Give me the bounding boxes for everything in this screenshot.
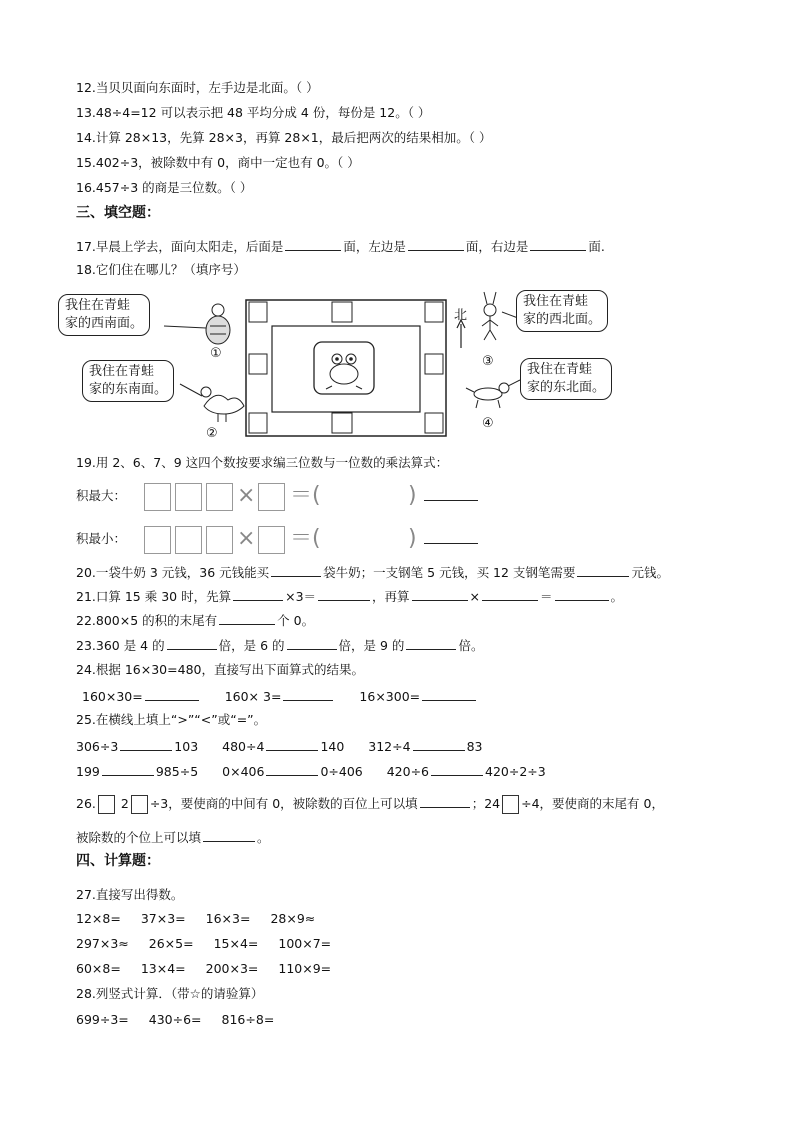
digit-box[interactable]: [502, 795, 519, 814]
answer-blank[interactable]: [233, 588, 283, 601]
question-21: 21.口算 15 乘 30 时，先算 ×3＝ ，再算 × ＝ 。: [76, 589, 624, 604]
question-17: [76, 238, 605, 255]
q25-row-1: 306÷3 103 480÷4 140 312÷4 83: [76, 739, 483, 754]
digit-box[interactable]: [144, 483, 171, 511]
times-sign: ×: [237, 483, 256, 508]
question-22: 22.800×5 的积的末尾有 个 0。: [76, 613, 315, 628]
speech-bubble-2: 我住在青蛙 家的东南面。: [82, 360, 174, 402]
close-paren: ): [408, 483, 417, 508]
question-19: 19.用 2、6、7、9 这四个数按要求编三位数与一位数的乘法算式：: [76, 455, 449, 470]
frog-house-figure: [56, 288, 636, 448]
speech-bubble-4: 我住在青蛙 家的东北面。: [520, 358, 612, 400]
question-28: 28.列竖式计算．（带☆的请验算）: [76, 986, 264, 1001]
answer-blank[interactable]: [406, 637, 456, 650]
section-3-heading: 三、填空题：: [76, 205, 160, 221]
number-1: ①: [210, 346, 222, 361]
answer-blank[interactable]: [271, 564, 321, 577]
answer-blank[interactable]: [266, 763, 318, 776]
answer-blank[interactable]: [424, 500, 478, 501]
q28-items: 699÷3= 430÷6= 816÷8=: [76, 1012, 275, 1027]
times-sign: ×: [237, 526, 256, 551]
answer-blank[interactable]: [530, 238, 586, 251]
answer-blank[interactable]: [285, 238, 341, 251]
question-18: 18.它们住在哪儿？（填序号）: [76, 262, 246, 277]
number-3: ③: [482, 354, 494, 369]
q17-text-b: 面，左边是: [343, 239, 406, 254]
frog-icon: [326, 354, 362, 389]
q17-text-c: 面，右边是: [465, 239, 529, 254]
section-4-heading: 四、计算题：: [76, 853, 160, 869]
digit-box[interactable]: [206, 483, 233, 511]
answer-blank[interactable]: [102, 763, 154, 776]
question-26: 26. 2 ÷3，要使商的中间有 0，被除数的百位上可以填 ；24 ÷4，要使商的末尾有 0，: [76, 795, 664, 814]
digit-box[interactable]: [258, 483, 285, 511]
q24-items: 160×30= 160× 3= 16×300=: [82, 688, 478, 705]
dog-icon: [466, 383, 509, 408]
q19-max-label: 积最大：: [76, 488, 127, 503]
equals-open: ＝(: [290, 526, 321, 551]
q25-row-2: 199 985÷5 0×406 0÷406 420÷6 420÷2÷3: [76, 764, 546, 779]
number-2: ②: [206, 426, 218, 441]
answer-blank[interactable]: [424, 543, 478, 544]
digit-box[interactable]: [131, 795, 148, 814]
q17-text-d: 面.: [588, 239, 605, 254]
speech-bubble-3: 我住在青蛙 家的西北面。: [516, 290, 608, 332]
q27-row-2: 297×3≈ 26×5= 15×4= 100×7=: [76, 936, 332, 951]
question-16: 16.457÷3 的商是三位数。（ ）: [76, 180, 253, 195]
answer-blank[interactable]: [408, 238, 464, 251]
question-20: 20.一袋牛奶 3 元钱，36 元钱能买 袋牛奶；一支钢笔 5 元钱，买 12 支钢笔需要 元钱。: [76, 565, 669, 580]
question-13: 13.48÷4=12 可以表示把 48 平均分成 4 份，每份是 12。（ ）: [76, 105, 431, 120]
turtle-icon: [206, 304, 230, 344]
rooster-icon: [201, 387, 244, 422]
answer-blank[interactable]: [266, 738, 318, 751]
answer-blank[interactable]: [413, 738, 465, 751]
answer-blank[interactable]: [145, 688, 199, 701]
question-14: 14.计算 28×13，先算 28×3，再算 28×1，最后把两次的结果相加。（ ）: [76, 130, 492, 145]
answer-blank[interactable]: [318, 588, 370, 601]
answer-blank[interactable]: [167, 637, 217, 650]
question-24: 24.根据 16×30=480，直接写出下面算式的结果。: [76, 662, 364, 677]
answer-blank[interactable]: [431, 763, 483, 776]
question-15: 15.402÷3，被除数中有 0，商中一定也有 0。（ ）: [76, 155, 360, 170]
digit-box[interactable]: [98, 795, 115, 814]
digit-box[interactable]: [258, 526, 285, 554]
digit-box[interactable]: [144, 526, 171, 554]
question-27: 27.直接写出得数。: [76, 887, 184, 902]
digit-box[interactable]: [175, 483, 202, 511]
answer-blank[interactable]: [283, 688, 333, 701]
answer-blank[interactable]: [203, 829, 255, 842]
q27-row-1: 12×8= 37×3= 16×3= 28×9≈: [76, 911, 316, 926]
q27-row-3: 60×8= 13×4= 200×3= 110×9=: [76, 961, 332, 976]
question-23: 23.360 是 4 的 倍，是 6 的 倍，是 9 的 倍。: [76, 638, 484, 653]
answer-blank[interactable]: [577, 564, 629, 577]
answer-blank[interactable]: [120, 738, 172, 751]
answer-blank[interactable]: [219, 612, 275, 625]
question-26-line-2: 被除数的个位上可以填 。: [76, 830, 270, 845]
digit-box[interactable]: [175, 526, 202, 554]
answer-blank[interactable]: [482, 588, 538, 601]
answer-blank[interactable]: [420, 795, 470, 808]
north-label: 北: [454, 308, 468, 323]
rabbit-icon: [482, 292, 498, 340]
answer-blank[interactable]: [287, 637, 337, 650]
question-25: 25.在横线上填上“>”“<”或“=”。: [76, 712, 267, 727]
speech-bubble-1: 我住在青蛙 家的西南面。: [58, 294, 150, 336]
answer-blank[interactable]: [412, 588, 468, 601]
q17-text-a: 17.早晨上学去，面向太阳走，后面是: [76, 239, 284, 254]
number-4: ④: [482, 416, 494, 431]
equals-open: ＝(: [290, 483, 321, 508]
question-12: 12.当贝贝面向东面时，左手边是北面。（ ）: [76, 80, 319, 95]
q19-min-label: 积最小：: [76, 531, 127, 546]
close-paren: ): [408, 526, 417, 551]
answer-blank[interactable]: [422, 688, 476, 701]
digit-box[interactable]: [206, 526, 233, 554]
answer-blank[interactable]: [555, 588, 609, 601]
